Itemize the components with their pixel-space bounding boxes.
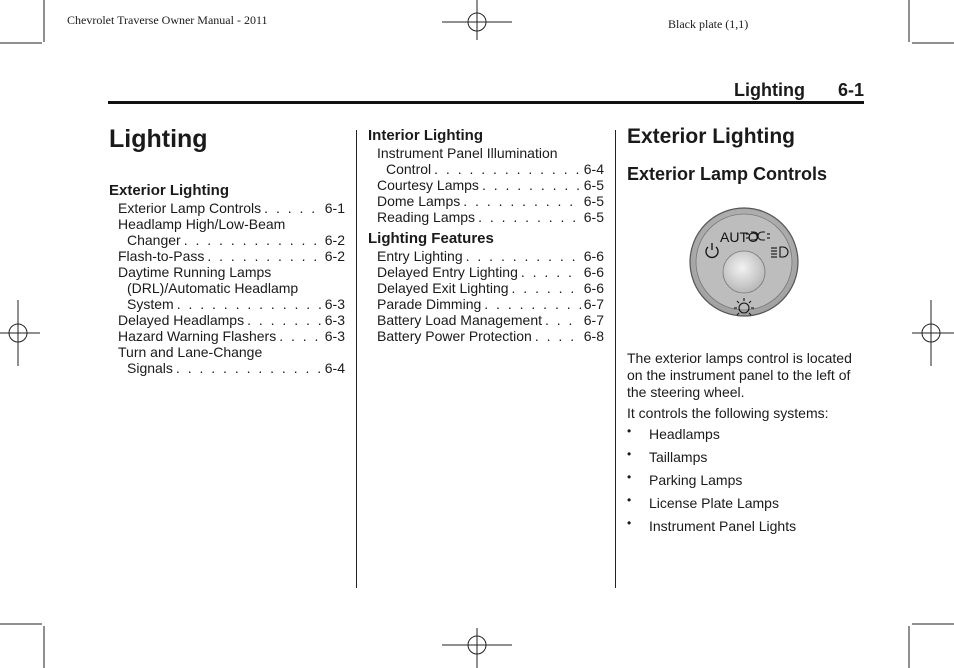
toc-page-number: 6-6 <box>583 264 604 280</box>
toc-entry-line: Instrument Panel Illumination <box>377 145 558 161</box>
toc-entry-title: Delayed Headlamps <box>118 312 245 328</box>
toc-leader-dots <box>545 312 581 328</box>
toc-leader-dots <box>184 232 322 248</box>
toc-leader-dots <box>177 296 322 312</box>
list-item-text: Instrument Panel Lights <box>649 518 797 534</box>
toc-entry[interactable] <box>368 328 604 344</box>
toc-entry-title: Signals <box>127 360 173 376</box>
toc-entry[interactable] <box>109 296 345 312</box>
toc-page-number: 6-4 <box>583 161 604 177</box>
toc-page-number: 6-3 <box>324 296 345 312</box>
toc-entry-title: Reading Lamps <box>377 209 476 225</box>
list-item <box>627 471 796 494</box>
list-item <box>627 425 796 448</box>
toc-page-number: 6-7 <box>583 296 604 312</box>
toc-entry[interactable] <box>368 209 604 225</box>
toc-leader-dots <box>176 360 322 376</box>
toc-leader-dots <box>512 280 581 296</box>
subsection-title: Exterior Lamp Controls <box>627 164 828 184</box>
toc-entry-title: System <box>127 296 174 312</box>
toc-entry[interactable] <box>109 200 345 216</box>
header-rule <box>108 101 864 104</box>
toc-entry[interactable] <box>368 312 604 328</box>
toc-leader-dots <box>207 248 321 264</box>
toc-page-number: 6-3 <box>324 312 345 328</box>
toc-entry-line: Headlamp High/Low-Beam <box>118 216 286 232</box>
toc-entry-title: Entry Lighting <box>377 248 463 264</box>
toc-page-number: 6-4 <box>324 360 345 376</box>
toc-entry-title: Flash-to-Pass <box>118 248 205 264</box>
toc-entry-line: Daytime Running Lamps <box>118 264 272 280</box>
paragraph-location: The exterior lamps control is located on the instrument panel to the left of the steering wheel. <box>627 350 852 400</box>
toc-heading: Interior Lighting <box>368 127 483 144</box>
toc-heading: Exterior Lighting <box>109 182 229 199</box>
toc-entry[interactable] <box>368 177 604 193</box>
registration-mark-right <box>912 300 954 366</box>
toc-leader-dots <box>521 264 581 280</box>
registration-mark-top <box>442 0 512 40</box>
section-title: Exterior Lighting <box>627 125 795 148</box>
toc-leader-dots <box>463 193 581 209</box>
toc-entry[interactable] <box>368 248 604 264</box>
toc-entry-title: Hazard Warning Flashers <box>118 328 277 344</box>
toc-entry-title: Parade Dimming <box>377 296 482 312</box>
toc-entry-title: Exterior Lamp Controls <box>118 200 262 216</box>
toc-entry-title: Delayed Exit Lighting <box>377 280 509 296</box>
toc-page-number: 6-5 <box>583 177 604 193</box>
bullet-icon: • <box>627 424 632 438</box>
auto-label: AUTO <box>720 229 759 245</box>
toc-entry-title: Delayed Entry Lighting <box>377 264 518 280</box>
list-item-text: License Plate Lamps <box>649 495 779 511</box>
running-section-title: Lighting <box>734 80 805 100</box>
control-knob <box>723 251 765 293</box>
column-divider-1 <box>356 130 357 588</box>
toc-leader-dots <box>466 248 581 264</box>
toc-entry-title: Changer <box>127 232 181 248</box>
toc-entry[interactable] <box>368 161 604 177</box>
toc-leader-dots <box>247 312 322 328</box>
bullet-icon: • <box>627 493 632 507</box>
list-item <box>627 517 796 540</box>
chapter-title: Lighting <box>109 125 208 153</box>
toc-interior <box>368 128 604 344</box>
toc-page-number: 6-2 <box>324 232 345 248</box>
toc-entry[interactable] <box>368 296 604 312</box>
toc-entry[interactable] <box>109 248 345 264</box>
bullet-icon: • <box>627 516 632 530</box>
manual-title: Chevrolet Traverse Owner Manual - 2011 <box>67 13 268 27</box>
list-item-text: Parking Lamps <box>649 472 743 488</box>
toc-leader-dots <box>434 161 581 177</box>
toc-page-number: 6-8 <box>583 328 604 344</box>
column-divider-2 <box>615 130 616 588</box>
systems-list <box>627 425 796 540</box>
toc-entry[interactable] <box>368 193 604 209</box>
toc-entry[interactable] <box>368 264 604 280</box>
toc-page-number: 6-2 <box>324 248 345 264</box>
list-item <box>627 448 796 471</box>
lamp-control-figure <box>677 207 811 317</box>
registration-mark-bottom <box>442 628 512 668</box>
toc-entry[interactable] <box>109 312 345 328</box>
toc-entry[interactable] <box>109 360 345 376</box>
toc-page-number: 6-5 <box>583 209 604 225</box>
toc-page-number: 6-3 <box>324 328 345 344</box>
toc-leader-dots <box>484 296 581 312</box>
toc-page-number: 6-7 <box>583 312 604 328</box>
page-number: 6-1 <box>838 80 865 100</box>
toc-leader-dots <box>279 328 322 344</box>
toc-leader-dots <box>264 200 322 216</box>
toc-entry-title: Battery Load Management <box>377 312 542 328</box>
bullet-icon: • <box>627 470 632 484</box>
plate-label: Black plate (1,1) <box>668 17 749 31</box>
toc-entry[interactable] <box>109 232 345 248</box>
toc-entry-title: Courtesy Lamps <box>377 177 479 193</box>
toc-page-number: 6-5 <box>583 193 604 209</box>
registration-mark-left <box>0 300 40 366</box>
toc-page-number: 6-1 <box>324 200 345 216</box>
toc-entry-line: (DRL)/Automatic Headlamp <box>127 280 299 296</box>
toc-entry-title: Dome Lamps <box>377 193 461 209</box>
toc-page-number: 6-6 <box>583 280 604 296</box>
toc-exterior <box>109 183 345 376</box>
toc-entry-line: Turn and Lane-Change <box>118 344 263 360</box>
toc-leader-dots <box>478 209 581 225</box>
toc-page-number: 6-6 <box>583 248 604 264</box>
toc-entry-title: Battery Power Protection <box>377 328 532 344</box>
toc-leader-dots <box>535 328 581 344</box>
toc-entry[interactable] <box>368 280 604 296</box>
bullet-icon: • <box>627 447 632 461</box>
list-item-text: Taillamps <box>649 449 708 465</box>
toc-entry[interactable] <box>109 328 345 344</box>
toc-entry-title: Control <box>386 161 432 177</box>
list-item-text: Headlamps <box>649 426 720 442</box>
toc-leader-dots <box>482 177 581 193</box>
paragraph-controls: It controls the following systems: <box>627 405 829 421</box>
toc-heading: Lighting Features <box>368 230 494 247</box>
list-item <box>627 494 796 517</box>
